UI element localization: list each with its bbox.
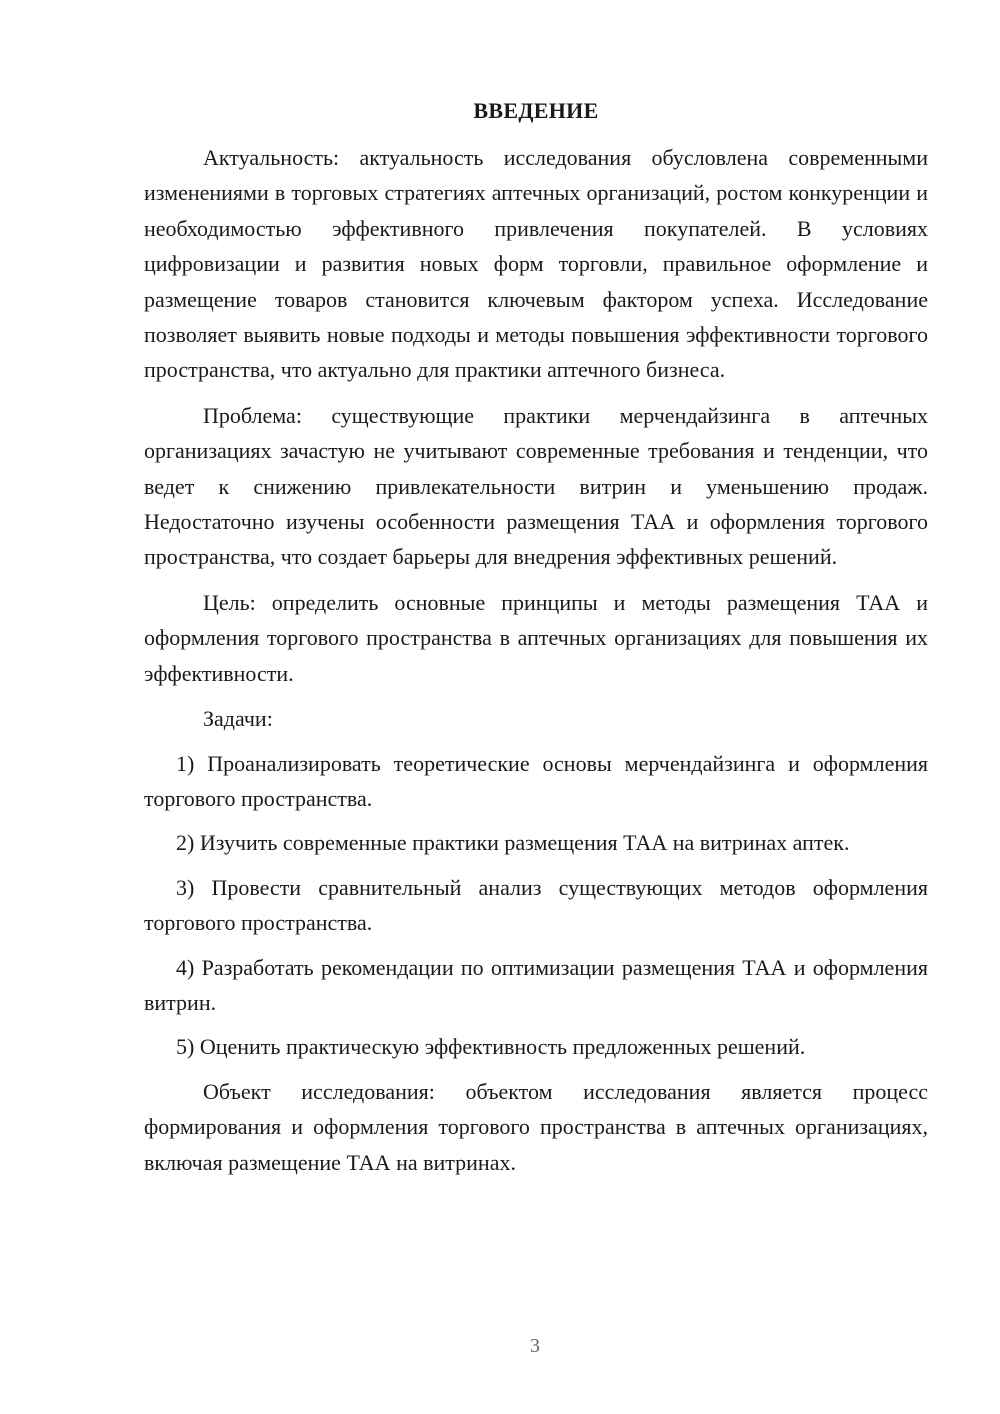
page-body [144,96,928,1180]
paragraph-goal: Цель: определить основные принципы и методы размещения ТАА и оформления торгового пространства в аптечных организациях для повышения их эффективности. [144,589,928,686]
task-item-1: 1) Проанализировать теоретические основы мерчендайзинга и оформления торгового пространства. [144,750,928,811]
tasks-heading: Задачи: [203,706,273,732]
page-title: ВВЕДЕНИЕ [473,98,599,123]
page-number: 3 [530,1335,540,1357]
task-item-3: 3) Провести сравнительный анализ существующих методов оформления торгового пространства. [144,874,928,936]
task-item-4: 4) Разработать рекомендации по оптимизации размещения ТАА и оформления витрин. [144,954,928,1015]
paragraph-object: Объект исследования: объектом исследования является процесс формирования и оформления торгового пространства в аптечных организациях, включая размещение ТАА на витринах. [144,1078,928,1175]
paragraph-relevance: Актуальность: актуальность исследования обусловлена современными изменениями в торговых стратегиях аптечных организаций, ростом конкуренции и необходимостью эффективного привлечения покупателей. В условиях цифровизации и развития новых форм торговли, правильное оформление и размещение товаров становится ключевым фактором успеха. Исследование позволяет выявить новые подходы и методы повышения эффективности торгового пространства, что актуально для практики аптечного бизнеса. [144,145,928,383]
task-item-2: 2) Изучить современные практики размещения ТАА на витринах аптек. [176,830,850,856]
paragraph-problem: Проблема: существующие практики мерчендайзинга в аптечных организациях зачастую не учитывают современные требования и тенденции, что ведет к снижению привлекательности витрин и уменьшению продаж. Недостаточно изучены особенности размещения ТАА и оформления торгового пространства, что создает барьеры для внедрения эффективных решений. [144,402,928,570]
task-item-5: 5) Оценить практическую эффективность предложенных решений. [176,1034,806,1060]
